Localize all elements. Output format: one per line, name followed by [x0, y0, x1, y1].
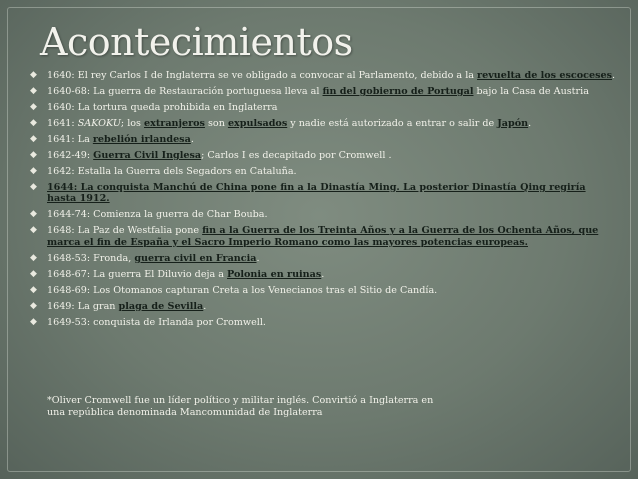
bullet-icon: ◆ [30, 268, 37, 279]
event-text: : Estalla la Guerra dels Segadors en Cataluña. [71, 166, 297, 177]
event-item [28, 86, 618, 97]
note-line-2: una república denominada Mancomunidad de Inglaterra [47, 406, 323, 418]
event-text: . [203, 300, 207, 312]
event-link[interactable]: extranjeros [144, 118, 205, 129]
event-link[interactable]: expulsados [227, 118, 288, 129]
bullet-icon: ◆ [30, 86, 37, 96]
event-text: : Los Otomanos capturan Creta a los Venecianos tras el Sitio de Candía. [86, 284, 438, 296]
event-text: son [204, 118, 228, 129]
event-list [28, 70, 618, 333]
bullet-icon: ◆ [30, 252, 37, 263]
event-year: 1649 [47, 300, 72, 312]
event-year: 1644-74 [47, 209, 87, 221]
event-text: : La [71, 134, 93, 145]
event-item [28, 150, 618, 161]
bullet-icon: ◆ [30, 209, 37, 220]
event-year: 1648-67 [47, 268, 87, 280]
event-item [28, 166, 618, 177]
event-year: 1642-49 [47, 150, 87, 161]
event-text: : La Paz de Westfalia pone [71, 225, 203, 237]
event-item [28, 317, 618, 328]
event-year: 1641 [47, 134, 72, 145]
bullet-icon: ◆ [30, 102, 37, 112]
bullet-icon: ◆ [30, 300, 37, 311]
bullet-icon: ◆ [30, 316, 37, 327]
event-text: : conquista de Irlanda por Cromwell. [86, 316, 266, 328]
event-item [28, 182, 618, 205]
event-link[interactable]: Polonia en ruinas [227, 268, 322, 280]
event-text: : [71, 118, 78, 129]
bullet-icon: ◆ [30, 118, 37, 128]
bullet-icon: ◆ [30, 182, 37, 192]
bullet-icon: ◆ [30, 284, 37, 295]
bullet-icon: ◆ [30, 150, 37, 160]
event-text: . [612, 70, 616, 81]
event-text: ; Carlos I es decapitado por Cromwell . [201, 150, 392, 161]
event-text: : La guerra El Diluvio deja a [86, 268, 228, 280]
event-year: 1642 [47, 166, 72, 177]
event-item [28, 253, 618, 264]
event-text: SAKOKU [77, 118, 121, 129]
event-text: . [528, 118, 532, 129]
event-item [28, 134, 618, 145]
event-text: : Fronda, [86, 252, 135, 264]
event-text: : La gran [71, 300, 119, 312]
event-text: y nadie está autorizado a entrar o salir de [287, 118, 498, 129]
event-item [28, 209, 618, 220]
event-link[interactable]: Japón [497, 118, 529, 129]
event-link[interactable]: rebelión irlandesa [92, 134, 191, 145]
event-year: 1649-53 [47, 316, 87, 328]
event-text: : [86, 150, 94, 161]
slide-title: Acontecimientos [40, 20, 353, 64]
event-item [28, 285, 618, 296]
event-item [28, 118, 618, 129]
cromwell-note [47, 395, 607, 418]
event-link[interactable]: fin del gobierno de Portugal [322, 86, 474, 97]
event-year: 1640 [47, 70, 72, 81]
event-link[interactable]: fin a la Guerra de los Treinta Años y a la Guerra de los Ochenta Años, que marca el fin de España y el Sacro Imperio Romano como las mayores potencias europeas. [47, 225, 599, 248]
event-item [28, 102, 618, 113]
event-year: 1640 [47, 102, 72, 113]
note-line-1: *Oliver Cromwell fue un líder político y militar inglés. Convirtió a Inglaterra en [47, 395, 434, 406]
event-link[interactable]: Guerra Civil Inglesa [93, 150, 202, 161]
event-year: 1640-68 [47, 86, 87, 97]
event-link[interactable]: 1644: La conquista Manchú de China pone fin a la Dinastía Ming. La posterior Dinastía Qing regiría hasta 1912. [47, 182, 586, 205]
event-text: . [256, 252, 260, 264]
event-year: 1641 [47, 118, 72, 129]
event-text: : El rey Carlos I de Inglaterra se ve obligado a convocar al Parlamento, debido a la [71, 70, 478, 81]
event-year: 1648-69 [47, 284, 87, 296]
bullet-icon: ◆ [30, 134, 37, 144]
event-text: : La tortura queda prohibida en Inglaterra [71, 102, 278, 113]
event-item [28, 301, 618, 312]
event-link[interactable]: guerra civil en Francia [134, 252, 257, 264]
event-item [28, 269, 618, 280]
event-text: : Comienza la guerra de Char Bouba. [86, 209, 268, 221]
event-link[interactable]: plaga de Sevilla [118, 300, 204, 312]
event-text: : La guerra de Restauración portuguesa lleva al [86, 86, 323, 97]
event-year: 1648 [47, 225, 72, 237]
event-text: bajo la Casa de Austria [473, 86, 589, 97]
event-text: . [190, 134, 194, 145]
event-text: . [321, 268, 325, 280]
bullet-icon: ◆ [30, 166, 37, 176]
event-link[interactable]: revuelta de los escoceses [477, 70, 613, 81]
event-item [28, 70, 618, 81]
event-text: ; los [120, 118, 145, 129]
event-year: 1648-53 [47, 252, 87, 264]
bullet-icon: ◆ [30, 225, 37, 236]
event-item [28, 225, 618, 248]
bullet-icon: ◆ [30, 70, 37, 80]
